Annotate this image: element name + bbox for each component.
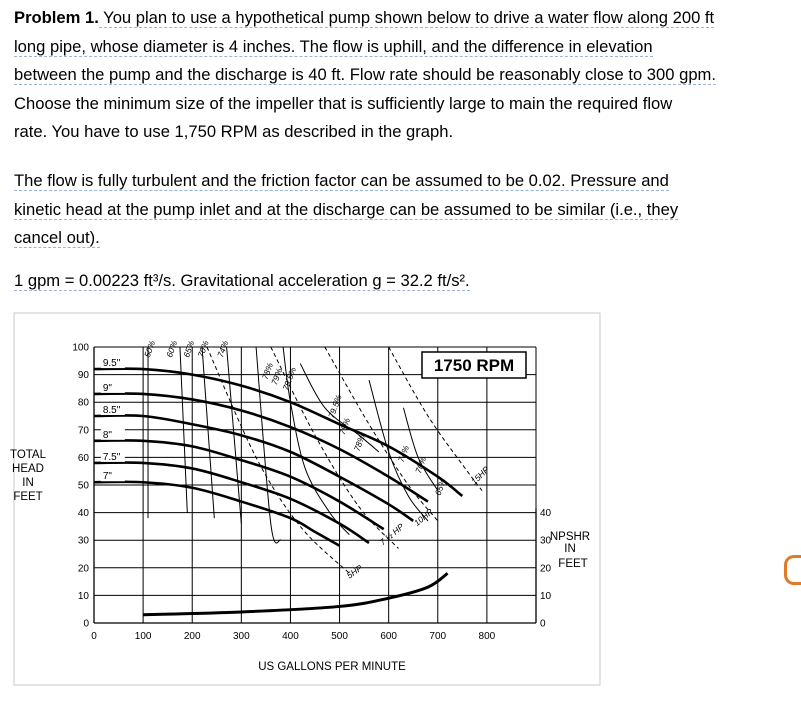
y2-axis-label-npshr: NPSHR [549,531,591,543]
problem-line: You plan to use a hypothetical pump shown below to drive a water flow along 200 ft [98,8,715,27]
y-tick-label: 40 [77,508,89,520]
x-tick-label: 100 [134,631,152,642]
x-tick-label: 0 [91,631,97,642]
efficiency-label: 78% [259,361,276,381]
impeller-label: 9" [102,382,112,394]
y-tick-label: 0 [83,618,89,630]
efficiency-label: 65% [432,477,448,497]
y-tick-label: 20 [77,563,89,575]
pump-curve-chart [10,313,600,685]
y-axis-label-head: HEAD [12,463,44,475]
x-tick-label: 300 [232,631,250,642]
problem-paragraph-3 [14,267,794,296]
efficiency-label: 78% [351,433,367,453]
problem-line: kinetic head at the pump inlet and at the discharge can be assumed to be similar (i.e., they [14,199,679,219]
problem-line: The flow is fully turbulent and the friction factor can be assumed to be 0.02. Pressure and [14,171,669,190]
efficiency-label: 50% [141,339,158,359]
hp-label: 15HP [468,464,492,487]
npshr-line [143,573,447,614]
efficiency-label: 60% [164,339,180,359]
y-tick-label: 10 [77,590,89,602]
x-tick-label: 800 [478,631,496,642]
efficiency-label: 65% [181,339,197,359]
y-axis-label-in: IN [22,477,34,489]
impeller-curve [94,463,369,543]
problem-paragraph-2 [14,167,794,253]
y-tick-label: 100 [72,342,89,354]
efficiency-label: 79% [269,366,285,387]
x-tick-label: 200 [183,631,201,642]
impeller-label: 8.5" [102,405,121,416]
impeller-label: 8" [102,429,112,441]
efficiency-label: 74% [215,339,231,359]
y2-tick-label: 10 [540,590,552,602]
problem-line: rate. You have to use 1,750 RPM as described in the graph. [14,122,454,141]
x-tick-label: 400 [282,631,299,642]
impeller-label: 9.5" [102,358,121,370]
conversion-note: 1 gpm = 0.00223 ft³/s. Gravitational acceleration g = 32.2 ft/s². [14,271,470,290]
problem-paragraph-1 [14,4,794,147]
impeller-curve [94,482,340,546]
y-axis-label-feet: FEET [13,491,43,503]
problem-line: long pipe, whose diameter is 4 inches. The flow is uphill, and the difference in elevation [14,36,653,56]
chart-grid [94,347,536,623]
efficiency-label: 79.5% [326,393,344,420]
chart-title: 1750 RPM [433,356,515,375]
orange-bracket-icon [784,555,801,585]
efficiency-label: 74% [395,444,412,464]
impeller-label: 7" [102,471,112,483]
npshr-curve [143,573,447,614]
y2-tick-label: 30 [540,535,552,547]
y-tick-label: 30 [77,535,89,547]
impeller-label: 7.5" [102,451,121,463]
y2-tick-label: 40 [540,508,552,520]
efficiency-label: 79.5% [280,365,299,392]
y-axis-label-total: TOTAL [10,449,46,461]
efficiency-label: 70% [413,455,429,475]
hp-label: 10HP [412,506,435,528]
y-tick-label: 60 [77,452,89,464]
x-tick-label: 500 [331,631,348,642]
problem-heading: Problem 1. [14,8,99,27]
hp-label: 7 ½ HP [377,521,406,548]
efficiency-label: 79% [336,416,353,437]
y-tick-label: 50 [77,480,89,492]
y-tick-label: 90 [77,370,89,382]
y-tick-label: 70 [77,425,89,437]
problem-line: cancel out). [14,228,100,247]
y-tick-label: 80 [77,397,89,409]
problem-line: Choose the minimum size of the impeller that is sufficiently large to main the required flow [14,93,673,113]
x-tick-label: 600 [380,631,398,642]
problem-line: between the pump and the discharge is 40 ft. Flow rate should be reasonably close to 300 gpm. [14,65,716,84]
impeller-curve [94,366,462,496]
efficiency-label: 70% [195,339,211,359]
x-tick-label: 700 [429,631,447,642]
y2-axis-label-in: IN [564,543,576,555]
y2-axis-label-feet: FEET [558,558,588,570]
y2-tick-label: 0 [540,618,546,630]
y2-tick-label: 20 [540,563,552,575]
x-axis-label: US GALLONS PER MINUTE [258,661,406,673]
hp-label: 5HP [344,562,365,581]
